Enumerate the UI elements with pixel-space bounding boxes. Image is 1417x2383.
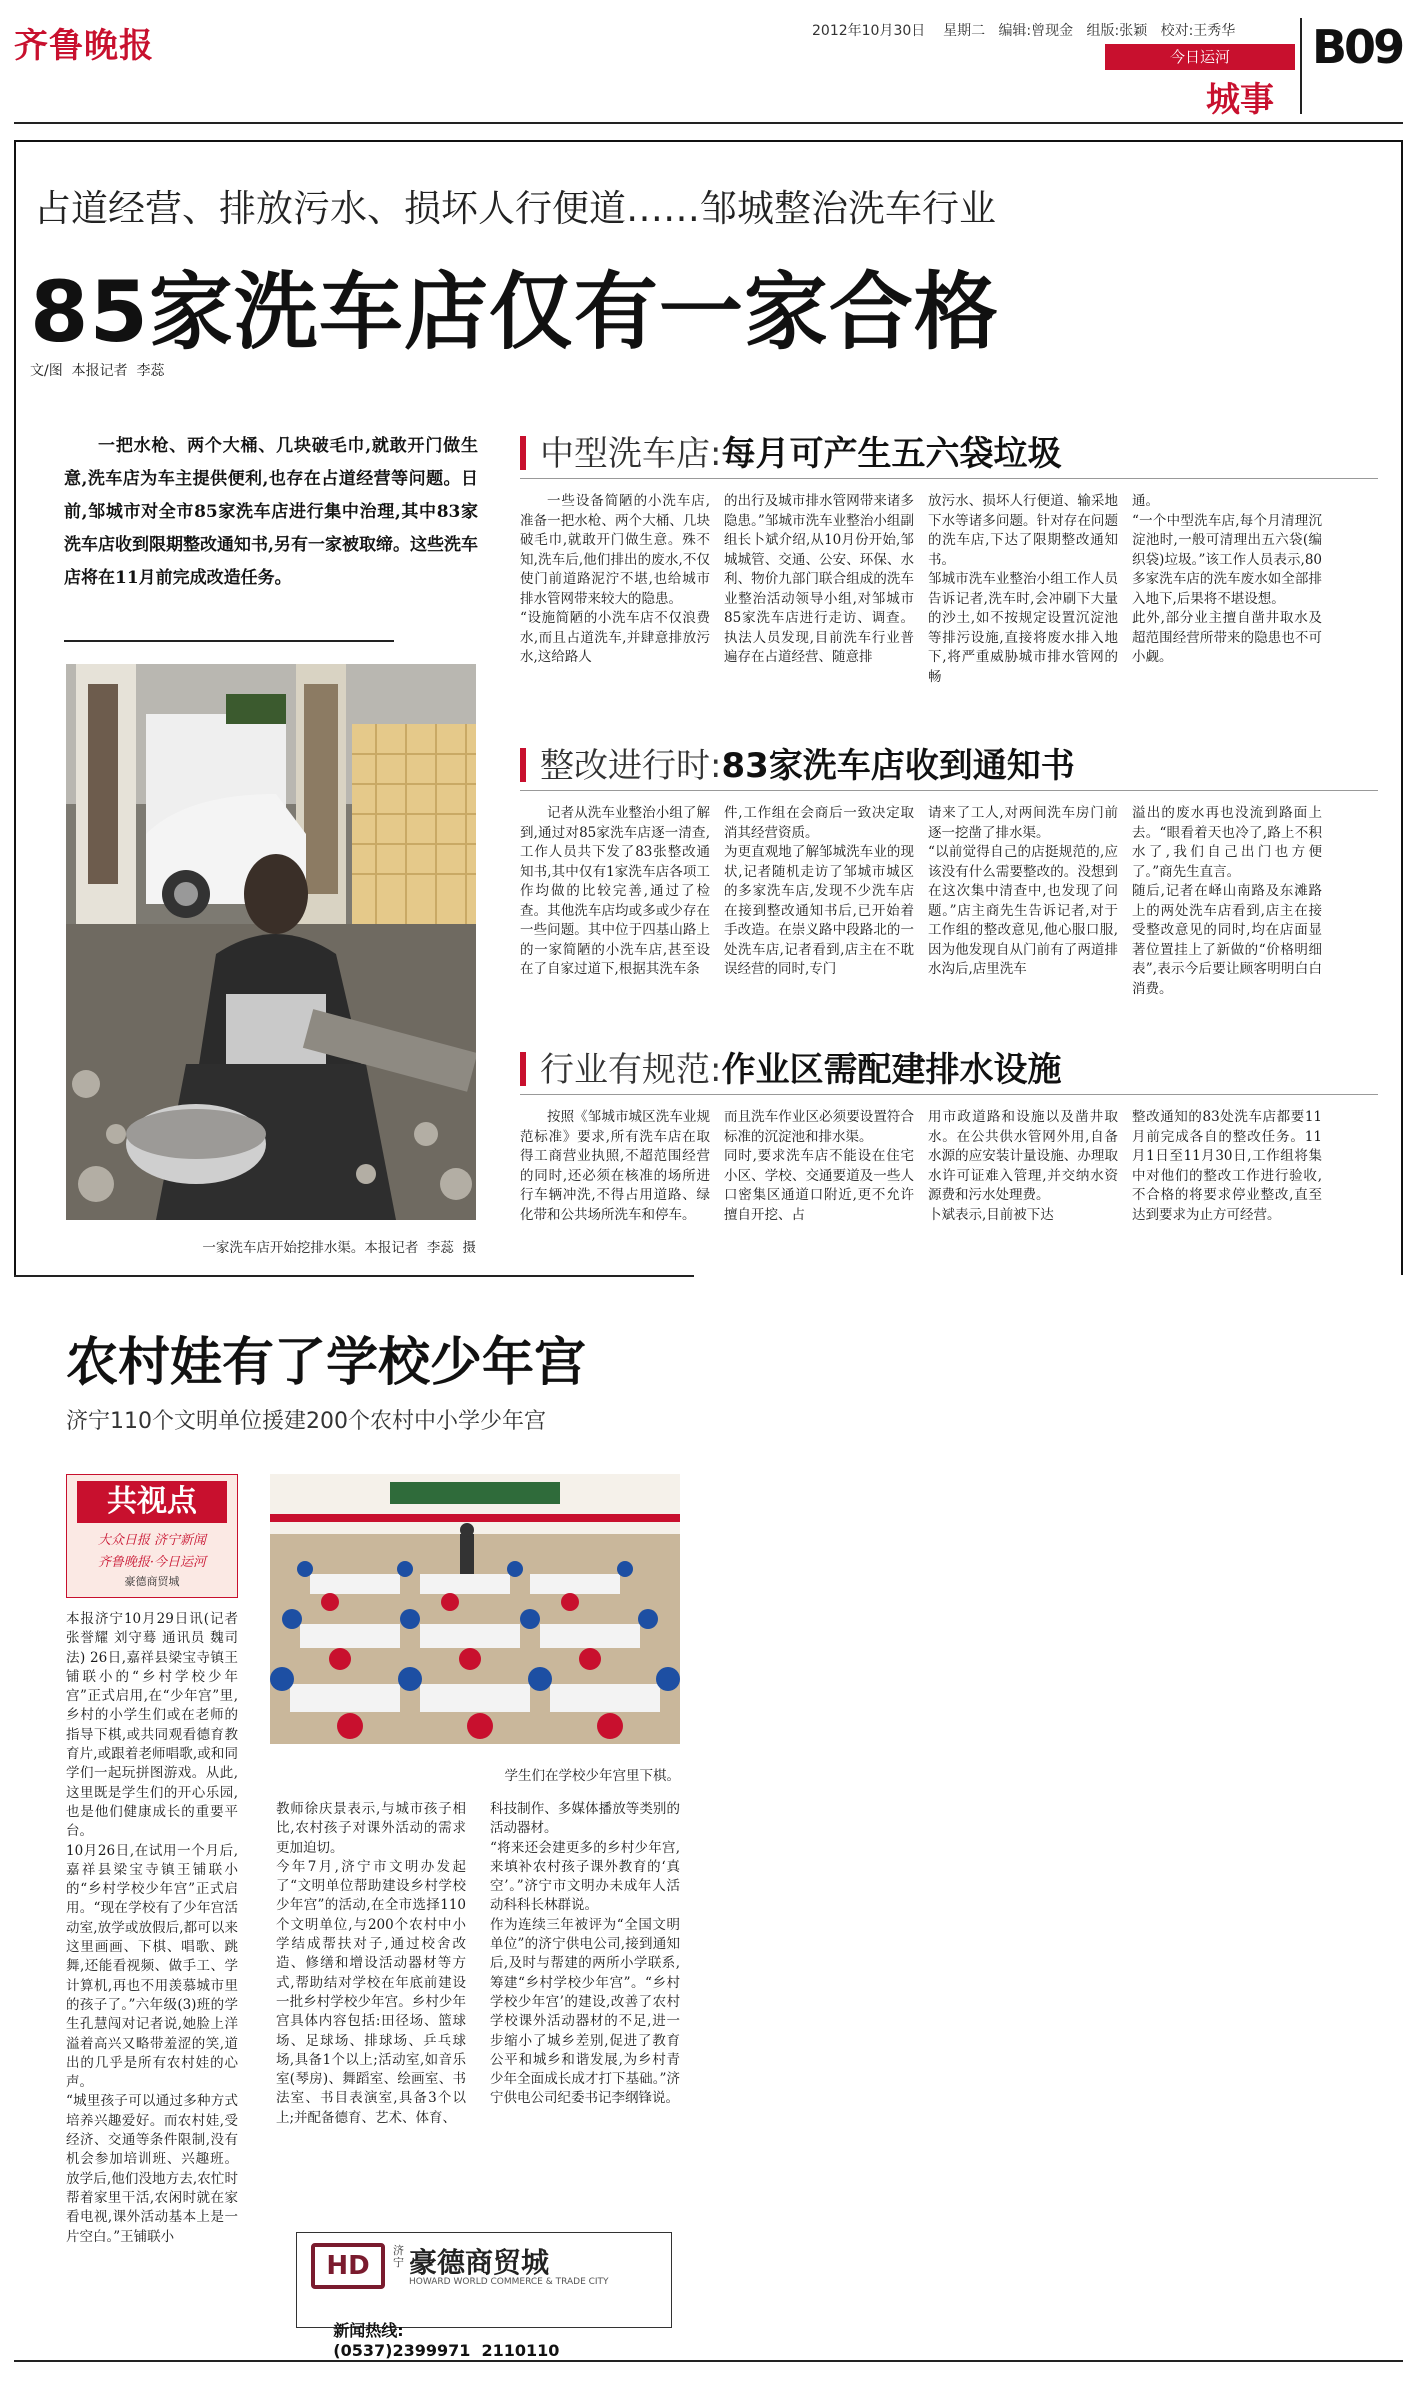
article1-byline: 文/图 本报记者 李蕊 [30,363,165,379]
ad-english: HOWARD WORLD COMMERCE & TRADE CITY [409,2277,609,2287]
badge-line2: 齐鲁晚报·今日运河 [97,1555,207,1570]
article2-subhead: 济宁110个文明单位援建200个农村中小学少年宫 [66,1409,546,1434]
issue-weekday: 星期二 [943,23,986,39]
car-wash-photo [66,664,476,1220]
page-number: B09 [1312,20,1403,74]
masthead-info [812,20,1235,40]
masthead-rule [14,122,1403,124]
hotline-label: 新闻热线: [333,2321,404,2340]
sec2-col2: 件,工作组在会商后一致决定取消其经营资质。 为更直观地了解邹城洗车业的现状,记者随机走访了邹城市城区的多家洗车店,发现不少洗车店在接到整改通知书后,已开始着手改造。在崇义路中段路北的一处洗车店,记者看到,店主在不耽误经营的同时,专门 [724,805,914,977]
subhead-2: 整改进行时:83家洗车店收到通知书 [520,738,1075,787]
article1-lead: 一把水枪、两个大桶、几块破毛巾,就敢开门做生意,洗车店为车主提供便利,也存在占道经营等问题。日前,邹城市对全市85家洗车店进行集中治理,其中83家洗车店收到限期整改通知书,另有一家被取缔。这些洗车店将在11月前完成改造任务。 [64,436,478,588]
issue-date: 2012年10月30日 [812,23,926,39]
page-bottom-rule [14,2360,1403,2362]
gongshidian-badge [66,1474,238,1598]
sec3-col2: 而且洗车作业区必须要设置符合标准的沉淀池和排水渠。 同时,要求洗车店不能设在住宅小区、学校、交通要道及一些人口密集区通道口附近,更不允许擅自开挖、占 [724,1109,914,1223]
sec1-col2: 的出行及城市排水管网带来诸多隐患。”邹城市洗车业整治小组副组长卜斌介绍,从10月份开始,邹城城管、交通、公安、环保、水利、物价九部门联合组成的洗车业整治活动领导小组,对邹城市85家洗车店进行走访、调查。执法人员发现,目前洗车行业普遍存在占道经营、随意排 [724,493,914,665]
sec3-col3: 用市政道路和设施以及凿井取水。在公共供水管网外用,自备水源的应安装计量设施、办理取水许可证难入管理,并交纳水资源费和污水处理费。 卜斌表示,目前被下达 [928,1109,1118,1223]
sec2-col1: 记者从洗车业整治小组了解到,通过对85家洗车店逐一清查,工作人员共下发了83张整改通知书,其中仅有1家洗车店各项工作均做的比较完善,通过了检查。其他洗车店均或多或少存在一些问题。其中位于四基山路上的一家简陋的小洗车店,甚至设在了自家过道下,根据其洗车条 [520,805,710,977]
layout-credit: 组版:张颖 [1086,23,1148,39]
subhead-3-rule [520,1094,1378,1095]
students-chess-photo [270,1474,680,1744]
section-divider [1300,18,1302,114]
subhead-3-marker [520,1052,526,1086]
car-wash-photo-caption: 一家洗车店开始挖排水渠。本报记者 李蕊 摄 [202,1240,476,1256]
section-name: 城事 [1206,80,1274,120]
sec2-col3: 请来了工人,对两间洗车房门前逐一挖凿了排水渠。 “以前觉得自己的店挺规范的,应该没有什么需要整改的。没想到在这次集中清查中,也发现了问题。”店主商先生告诉记者,对于工作组的整改意见,他心服口服,因为他发现自从门前有了两道排水沟后,店里洗车 [928,805,1118,977]
subhead-3: 行业有规范:作业区需配建排水设施 [520,1042,1061,1091]
a2-col3: 科技制作、多媒体播放等类别的活动器材。 “将来还会建更多的乡村少年宫,来填补农村孩子课外教育的‘真空’。”济宁市文明办未成年人活动科科长林群说。 作为连续三年被评为“全国文明单位”的济宁供电公司,接到通知后,及时与帮建的两所小学联系,筹建“乡村学校少年宫”。“乡村学校少年宫’的建设,改善了农村学校课外活动器材的不足,进一步缩小了城乡差别,促进了教育公平和城乡和谐发展,为乡村青少年全面成长成才打下基础。”济宁供电公司纪委书记李纲锋说。 [490,1801,680,2107]
paper-logo: 齐鲁晚报 [14,26,154,66]
a2-col2: 教师徐庆景表示,与城市孩子相比,农村孩子对课外活动的需求更加迫切。 今年7月,济宁市文明办发起了“文明单位帮助建设乡村学校少年宫”的活动,在全市选择110个文明单位,与200个农村中小学结成帮扶对子,通过校舍改造、修缮和增设活动器材等方式,帮助结对学校在年底前建设一批乡村学校少年宫。乡村少年宫具体内容包括:田径场、篮球场、足球场、排球场、乒乓球场,具备1个以上;活动室,如音乐室(琴房)、舞蹈室、绘画室、书法室、书目表演室,具备3个以上;并配备德育、艺术、体育、 [276,1801,466,2126]
editor-credit: 编辑:曾现金 [998,23,1074,39]
ad-brand: 豪德商贸城 [409,2246,550,2279]
subhead-1-marker [520,436,526,470]
subhead-1-rule [520,478,1378,479]
article1-headline: 85家洗车店仅有一家合格 [30,263,999,361]
subhead-1: 中型洗车店:每月可产生五六袋垃圾 [520,426,1061,475]
a2-col1: 本报济宁10月29日讯(记者 张誉耀 刘守蓦 通讯员 魏司法) 26日,嘉祥县梁宝寺镇王铺联小的“乡村学校少年宫”正式启用,在“少年宫”里,乡村的小学生们或在老师的指导下棋,或共同观看德育教育片,或跟着老师唱歌,或和同学们一起玩拼图游戏。从此,这里既是学生们的开心乐园,也是他们健康成长的重要平台。 10月26日,在试用一个月后,嘉祥县梁宝寺镇王铺联小的“乡村学校少年宫”正式启用。“现在学校有了少年宫活动室,放学或放假后,都可以来这里画画、下棋、唱歌、跳舞,还能看视频、做手工、学计算机,再也不用羡慕城市里的孩子了。”六年级(3)班的学生孔慧闯对记者说,她脸上洋溢着高兴又略带羞涩的笑,道出的几乎是所有农村娃的心声。 “城里孩子可以通过多种方式培养兴趣爱好。而农村娃,受经济、交通等条件限制,没有机会参加培训班、兴趣班。放学后,他们没地方去,农忙时帮着家里干活,农闲时就在家看电视,课外活动基本上是一片空白。”王铺联小 [66,1611,238,2245]
badge-line3: 豪德商贸城 [124,1575,180,1588]
sec3-col4: 整改通知的83处洗车店都要11月前完成各自的整改任务。11月1日至11月30日,工作组将集中对他们的整改工作进行验收,不合格的将要求停业整改,直至达到要求为止方可经营。 [1132,1109,1322,1223]
lead-underline [64,640,394,642]
ad-hotline [311,2299,559,2379]
hotline-numbers: (0537)2399971 2110110 [333,2341,560,2360]
badge-title: 共视点 [77,1481,227,1523]
sec1-col3: 放污水、损坏人行便道、输采地下水等诸多问题。针对存在问题的洗车店,下达了限期整改通知书。 邹城市洗车业整治小组工作人员告诉记者,洗车时,会冲刷下大量的沙土,如不按规定设置沉淀池等排污设施,直接将废水排入地下,将严重威胁城市排水管网的畅 [928,493,1118,685]
hd-ad-box [296,2232,672,2360]
subhead-2-marker [520,748,526,782]
hd-logo: HD [311,2243,385,2289]
proof-credit: 校对:王秀华 [1160,23,1236,39]
edition-tag: 今日运河 [1105,44,1295,70]
sec1-col1: 一些设备简陋的小洗车店,准备一把水枪、两个大桶、几块破毛巾,就敢开门做生意。殊不知,洗车后,他们排出的废水,不仅使门前道路泥泞不堪,也给城市排水管网带来较大的隐患。 “设施简陋的小洗车店不仅浪费水,而且占道洗车,并肆意排放污水,这给路人 [520,493,710,665]
article-separator [14,1275,694,1277]
subhead-2-rule [520,790,1378,791]
ad-city: 济宁 [393,2244,404,2269]
sec2-col4: 溢出的废水再也没流到路面上去。“眼看着天也冷了,路上不积水了,我们自己出门也方便了。”商先生直言。 随后,记者在峄山南路及东滩路上的两处洗车店看到,店主在接受整改意见的同时,均在店面显著位置挂上了新做的“价格明细表”,表示今后要让顾客明明白白消费。 [1132,805,1322,997]
sec3-col1: 按照《邹城市城区洗车业规范标准》要求,所有洗车店在取得工商营业执照,不超范围经营的同时,还必须在核准的场所进行车辆冲洗,不得占用道路、绿化带和公共场所洗车和停车。 [520,1109,710,1223]
students-photo-caption: 学生们在学校少年宫里下棋。 [504,1768,680,1784]
badge-line1: 大众日报 济宁新闻 [97,1533,207,1548]
article1-kicker: 占道经营、排放污水、损坏人行便道……邹城整治洗车行业 [34,187,996,230]
sec1-col4: 通。 “一个中型洗车店,每个月清理沉淀池时,一般可清理出五六袋(编织袋)垃圾。”该工作人员表示,80多家洗车店的洗车废水如全部排入地下,后果将不堪设想。 此外,部分业主擅自凿井取水及超范围经营所带来的隐患也不可小觑。 [1132,493,1322,665]
article2-headline: 农村娃有了学校少年宫 [66,1333,587,1393]
